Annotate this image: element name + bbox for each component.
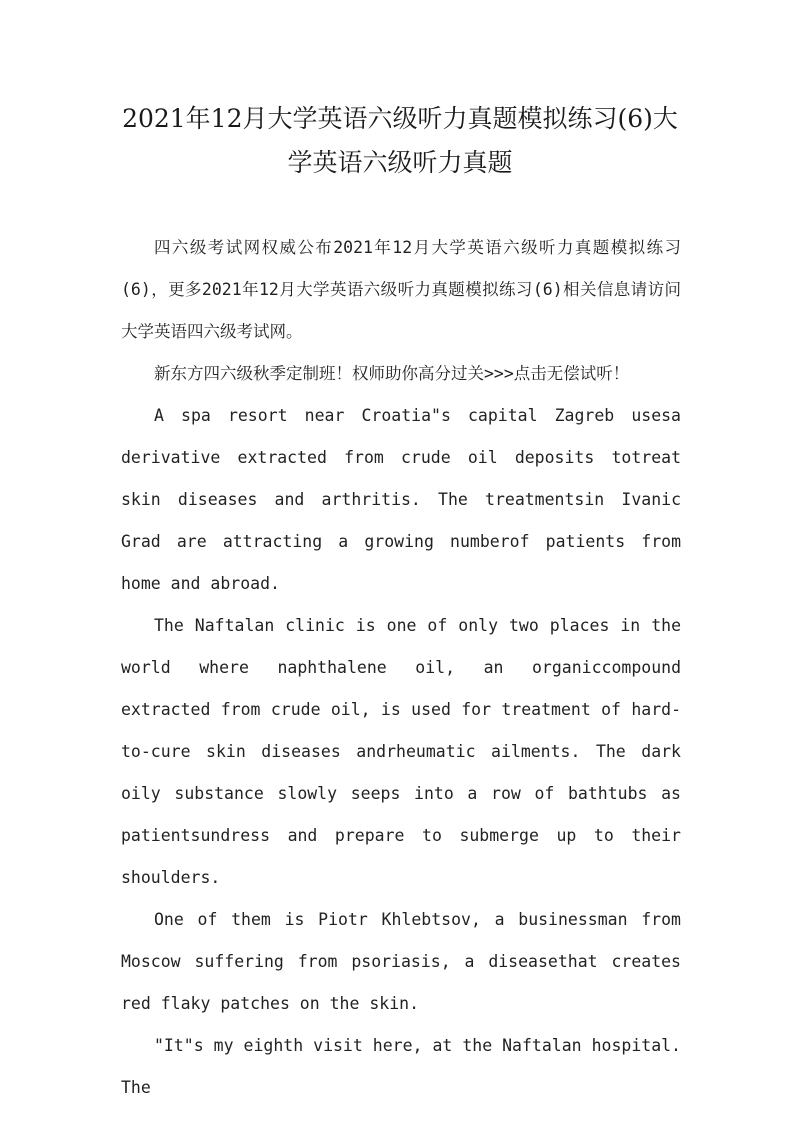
- document-body: [121, 227, 681, 1109]
- paragraph-quote: "It"s my eighth visit here, at the Naftalan hospital. The: [121, 1036, 681, 1097]
- paragraph-promo: 新东方四六级秋季定制班！权师助你高分过关>>>点击无偿试听！: [154, 364, 630, 383]
- paragraph-intro: 四六级考试网权威公布2021年12月大学英语六级听力真题模拟练习(6)，更多2021年12月大学英语六级听力真题模拟练习(6)相关信息请访问大学英语四六级考试网。: [121, 238, 681, 341]
- paragraph-spa-resort: A spa resort near Croatia"s capital Zagreb usesa derivative extracted from crude oil deposits totreat skin diseases and arthritis. The treatmentsin Ivanic Grad are attracting a growing numberof patients from home and abroad.: [121, 406, 681, 593]
- paragraph-patient: One of them is Piotr Khlebtsov, a businessman from Moscow suffering from psoriasis, a diseasethat creates red flaky patches on the skin.: [121, 910, 681, 1013]
- document-title: 2021年12月大学英语六级听力真题模拟练习(6)大学英语六级听力真题: [122, 104, 678, 177]
- paragraph-naftalan-clinic: The Naftalan clinic is one of only two places in the world where naphthalene oil, an organiccompound extracted from crude oil, is used for treatment of hard-to-cure skin diseases andrheumatic ailments. The dark oily substance slowly seeps into a row of bathtubs as patientsundress and prepare to submerge up to their shoulders.: [121, 616, 681, 887]
